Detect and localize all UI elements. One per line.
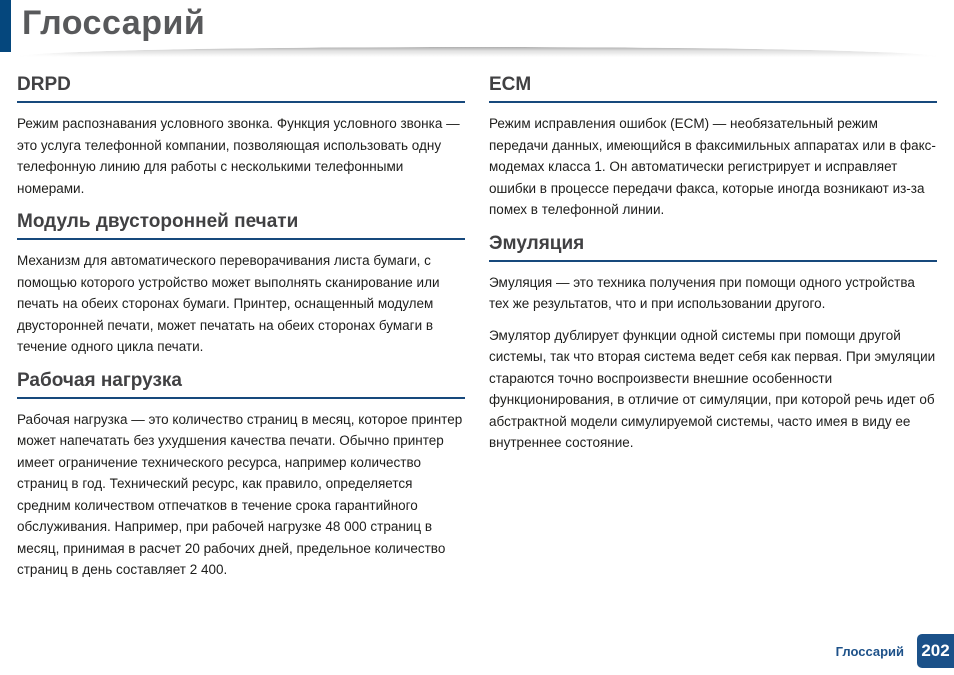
entry-heading: DRPD <box>17 74 465 103</box>
glossary-entry-emulation <box>489 233 937 454</box>
entry-paragraph: Режим исправления ошибок (ECM) — необязательный режим передачи данных, имеющийся в факсимильных аппаратах или в факс-модемах класса 1. Он автоматически регистрирует и исправляет ошибки в процессе передачи факса, которые иногда возникают из-за помех в телефонной линии. <box>489 116 936 217</box>
glossary-entry-ecm <box>489 74 937 221</box>
header-divider-shadow <box>16 47 940 57</box>
entry-paragraph: Эмулятор дублирует функции одной системы при помощи другой системы, так что вторая система ведет себя как первая. При эмуляции стараются точно воспроизвести внешние особенности функционирования, в отличие от симуляции, при которой речь идет об абстрактной модели симулируемой системы, часто имея в виду ее внутреннее состояние. <box>489 327 936 450</box>
glossary-columns <box>17 74 937 593</box>
entry-paragraph: Механизм для автоматического переворачивания листа бумаги, с помощью которого устройство может выполнять сканирование или печать на обеих сторонах бумаги. Принтер, оснащенный модулем двусторонней печати, может печатать на обеих сторонах бумаги в течение одного цикла печати. <box>17 253 440 354</box>
page-number-badge: 202 <box>917 634 954 668</box>
entry-heading: Эмуляция <box>489 233 937 262</box>
entry-paragraph: Эмуляция — это техника получения при помощи одного устройства тех же результатов, что и при использовании другого. <box>489 274 915 311</box>
entry-paragraph: Режим распознавания условного звонка. Функция условного звонка — это услуга телефонной компании, позволяющая использовать одну телефонную линию для работы с несколькими телефонными номерами. <box>17 116 460 196</box>
entry-heading: Модуль двусторонней печати <box>17 211 465 240</box>
entry-heading: Рабочая нагрузка <box>17 370 465 399</box>
right-column <box>489 74 937 593</box>
page-footer <box>836 634 954 668</box>
left-column <box>17 74 465 593</box>
title-accent-bar <box>0 0 11 52</box>
entry-paragraph: Рабочая нагрузка — это количество страниц в месяц, которое принтер может напечатать без ухудшения качества печати. Обычно принтер имеет ограничение технического ресурса, например количество страниц в год. Технический ресурс, как правило, определяется средним количеством отпечатков в течение срока гарантийного обслуживания. Например, при рабочей нагрузке 48 000 страниц в месяц, принимая в расчет 20 рабочих дней, предельное количество страниц в день составляет 2 400. <box>17 411 463 577</box>
glossary-entry-duplex-module <box>17 211 465 358</box>
page-title: Глоссарий <box>22 4 206 42</box>
glossary-entry-duty-cycle <box>17 370 465 581</box>
entry-heading: ECM <box>489 74 937 103</box>
glossary-entry-drpd <box>17 74 465 199</box>
footer-section-label: Глоссарий <box>835 643 904 659</box>
